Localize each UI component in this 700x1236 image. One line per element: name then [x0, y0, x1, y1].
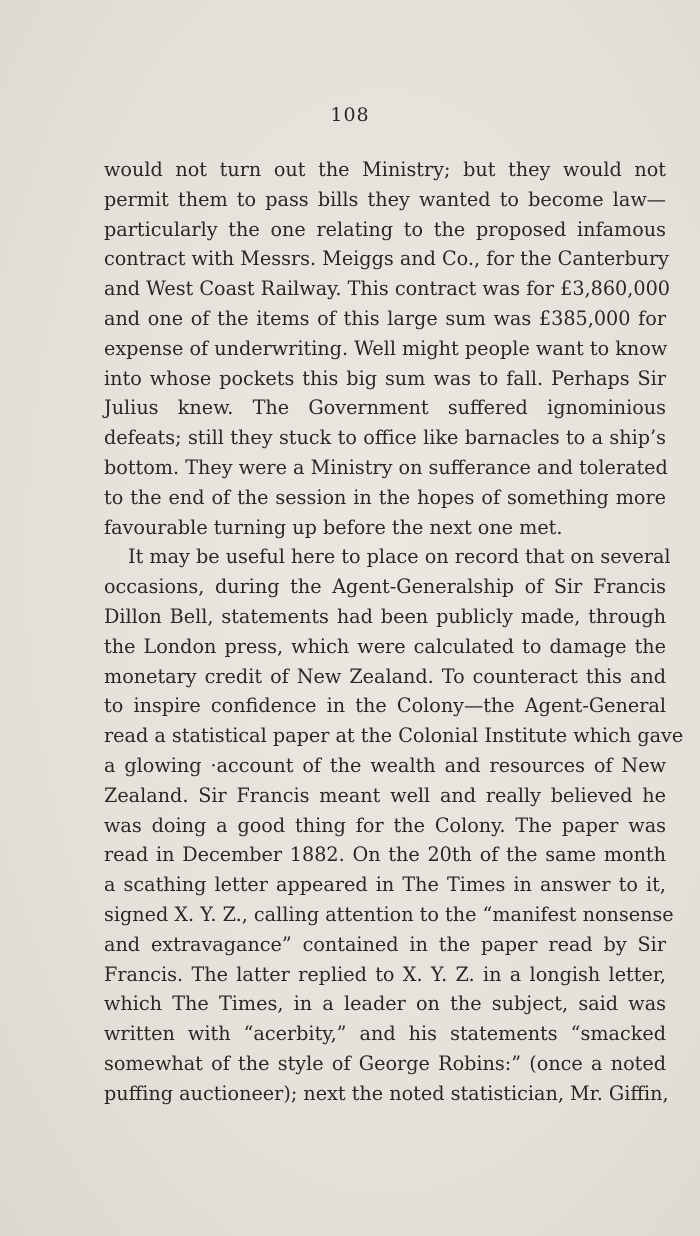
text-line: would not turn out the Ministry; but they would not: [104, 158, 666, 181]
text-line: was doing a good thing for the Colony. The paper was: [104, 813, 666, 837]
body-text: [104, 155, 684, 1109]
text-line: somewhat of the style of George Robins:” (once a noted: [104, 1051, 666, 1075]
text-line: monetary credit of New Zealand. To counteract this and: [104, 664, 666, 688]
text-line: Zealand. Sir Francis meant well and really believed he: [104, 783, 666, 807]
text-line: into whose pockets this big sum was to fall. Perhaps Sir: [104, 366, 666, 390]
text-line: expense of underwriting. Well might people want to know: [104, 336, 668, 360]
text-line: and one of the items of this large sum was £385,000 for: [104, 306, 666, 330]
text-line: a glowing ·account of the wealth and resources of New: [104, 753, 666, 777]
text-line: It may be useful here to place on record that on several: [128, 545, 671, 569]
text-line: signed X. Y. Z., calling attention to the “manifest nonsense: [104, 902, 674, 926]
text-line: and West Coast Railway. This contract was for £3,860,000: [104, 277, 670, 301]
text-line: a scathing letter appeared in The Times in answer to it,: [104, 873, 666, 897]
text-line: Francis. The latter replied to X. Y. Z. in a longish letter,: [104, 962, 666, 986]
text-line: occasions, during the Agent-Generalship of Sir Francis: [104, 575, 666, 599]
text-line: which The Times, in a leader on the subject, said was: [104, 992, 666, 1016]
text-line: permit them to pass bills they wanted to become law—: [104, 187, 666, 211]
text-line: read a statistical paper at the Colonial Institute which gave: [104, 724, 684, 748]
page-number: 108: [330, 104, 370, 126]
text-line: favourable turning up before the next one met.: [104, 515, 563, 539]
text-line: contract with Messrs. Meiggs and Co., for the Canterbury: [104, 247, 670, 271]
text-line: Dillon Bell, statements had been publicly made, through: [104, 604, 666, 628]
text-line: and extravagance” contained in the paper read by Sir: [104, 932, 666, 956]
text-line: read in December 1882. On the 20th of the same month: [104, 843, 666, 867]
text-line: written with “acerbity,” and his statements “smacked: [104, 1022, 666, 1046]
text-line: Julius knew. The Government suffered ignominious: [104, 396, 666, 420]
text-line: particularly the one relating to the proposed infamous: [104, 217, 666, 241]
text-line: to the end of the session in the hopes of something more: [104, 485, 666, 509]
text-line: the London press, which were calculated to damage the: [104, 634, 666, 658]
text-line: puffing auctioneer); next the noted statistician, Mr. Giffin,: [104, 1081, 669, 1105]
text-line: to inspire confidence in the Colony—the Agent-General: [104, 694, 666, 718]
text-line: bottom. They were a Ministry on sufferance and tolerated: [104, 455, 668, 479]
text-line: defeats; still they stuck to office like barnacles to a ship’s: [104, 426, 666, 450]
